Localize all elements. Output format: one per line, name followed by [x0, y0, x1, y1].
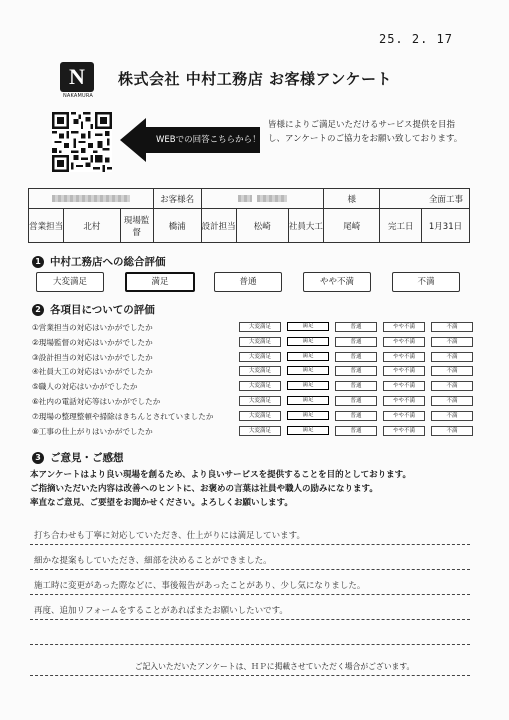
overall-option-2[interactable]: 満足: [125, 272, 195, 292]
date-stamp: 25. 2. 17: [378, 32, 453, 46]
rating-option[interactable]: 大変満足: [239, 381, 281, 391]
work-category: 全面工事: [380, 189, 470, 209]
rating-option[interactable]: やや不満: [383, 366, 425, 376]
rating-row: [32, 320, 472, 335]
rating-option[interactable]: やや不満: [383, 322, 425, 332]
logo-text: NAKAMURA: [62, 93, 94, 99]
rating-option[interactable]: 不満: [431, 352, 473, 362]
question-text: ⑥社内の電話対応等はいかがでしたか: [32, 396, 161, 406]
rating-option[interactable]: 大変満足: [239, 352, 281, 362]
comment-intro-line: 率直なご意見、ご要望をお聞かせください。よろしくお願いします。: [30, 498, 293, 508]
overall-option-5[interactable]: 不満: [392, 272, 460, 292]
web-answer-label: WEBでの回答こちらから！: [156, 135, 261, 145]
rating-option[interactable]: やや不満: [383, 337, 425, 347]
label-site: 現場監督: [120, 209, 153, 243]
customer-info-table: [28, 188, 470, 243]
label-carpenter: 社員大工: [288, 209, 323, 243]
qr-code-image: [52, 112, 112, 172]
section-3-title: ご意見・ご感想: [50, 452, 124, 464]
rating-option[interactable]: やや不満: [383, 396, 425, 406]
rating-row: [32, 350, 472, 365]
footer-divider: [30, 675, 470, 676]
rating-option[interactable]: 大変満足: [239, 396, 281, 406]
rating-option[interactable]: 大変満足: [239, 366, 281, 376]
question-text: ①営業担当の対応はいかがでしたか: [32, 323, 153, 332]
rating-option[interactable]: 満足: [287, 352, 329, 361]
rating-option[interactable]: 不満: [431, 381, 473, 391]
value-completion: 1月31日: [421, 209, 469, 243]
customer-name-label: お客様名: [153, 189, 201, 209]
comment-text: 施工時に変更があった際などに、事後報告があったことがあり、少し気になりました。: [34, 581, 366, 591]
company-logo: [60, 62, 96, 100]
section-1-title: 中村工務店への総合評価: [50, 256, 166, 268]
rating-option[interactable]: 大変満足: [239, 411, 281, 421]
rating-row: [32, 394, 472, 409]
qr-code[interactable]: [52, 112, 112, 172]
intro-text: 皆様によりご満足いただけるサービス提供を目指し、アンケートのご協力をお願い致しております。: [268, 120, 463, 144]
comment-intro: [30, 468, 411, 510]
section-3-number: 3: [32, 452, 44, 464]
question-text: ③設計担当の対応はいかがでしたか: [32, 352, 153, 362]
rating-row: [32, 364, 472, 379]
rating-option[interactable]: 不満: [431, 426, 473, 436]
question-text: ⑦現場の整理整頓や掃除はきちんとされていましたか: [32, 411, 214, 421]
section-2-title: 各項目についての評価: [50, 304, 155, 316]
comment-text: 細かな提案もしていただき、細部を決めることができました。: [34, 556, 272, 566]
rating-option[interactable]: やや不満: [383, 381, 425, 391]
comment-line[interactable]: [30, 620, 470, 645]
section-2-number: 2: [32, 304, 44, 316]
rating-option[interactable]: 満足: [287, 337, 329, 346]
rating-row: [32, 424, 472, 439]
rating-option[interactable]: 普通: [335, 337, 377, 347]
label-design: 設計担当: [201, 209, 236, 243]
rating-option[interactable]: 大変満足: [239, 337, 281, 347]
rating-option[interactable]: 満足: [287, 322, 329, 331]
honorific: 様: [324, 189, 380, 209]
comment-line[interactable]: [30, 520, 470, 545]
item-ratings-list: [32, 320, 472, 438]
overall-option-4[interactable]: やや不満: [303, 272, 371, 292]
value-sales: 北村: [64, 209, 120, 243]
comment-line[interactable]: [30, 595, 470, 620]
comment-intro-line: ご指摘いただいた内容は改善へのヒントに、お褒めの言葉は社員や職人の励みになります。: [30, 484, 378, 494]
rating-option[interactable]: 普通: [335, 396, 377, 406]
logo-mark: N: [60, 62, 94, 92]
section-2-heading: [32, 302, 155, 317]
rating-option[interactable]: 不満: [431, 366, 473, 376]
overall-rating: [36, 272, 460, 292]
value-carpenter: 尾崎: [324, 209, 380, 243]
rating-option[interactable]: やや不満: [383, 426, 425, 436]
comment-line[interactable]: [30, 570, 470, 595]
rating-option[interactable]: 大変満足: [239, 426, 281, 436]
section-3-heading: [32, 450, 124, 465]
question-text: ⑧工事の仕上がりはいかがでしたか: [32, 426, 153, 436]
comment-line[interactable]: [30, 545, 470, 570]
label-completion: 完工日: [380, 209, 422, 243]
rating-option[interactable]: 普通: [335, 322, 377, 332]
rating-option[interactable]: 不満: [431, 411, 473, 421]
rating-option[interactable]: 普通: [335, 426, 377, 436]
footer-note: ご記入いただいたアンケートは、ＨＰに掲載させていただく場合がございます。: [134, 662, 415, 671]
question-text: ④社員大工の対応はいかがでしたか: [32, 367, 153, 377]
customer-name-masked: [29, 189, 154, 209]
question-text: ⑤職人の対応はいかがでしたか: [32, 382, 138, 392]
rating-option[interactable]: 満足: [287, 366, 329, 375]
rating-option[interactable]: やや不満: [383, 352, 425, 362]
rating-option[interactable]: 大変満足: [239, 322, 281, 332]
comment-text: 再度、追加リフォームをすることがあればまたお願いしたいです。: [34, 606, 288, 616]
rating-row: [32, 409, 472, 424]
section-1-heading: [32, 254, 166, 269]
comment-text: 打ち合わせも丁寧に対応していただき、仕上がりには満足しています。: [34, 531, 305, 541]
overall-option-1[interactable]: 大変満足: [36, 272, 104, 292]
value-site: 橋浦: [153, 209, 201, 243]
rating-row: [32, 379, 472, 394]
rating-option[interactable]: 普通: [335, 411, 377, 421]
rating-row: [32, 335, 472, 350]
rating-option[interactable]: 不満: [431, 337, 473, 347]
rating-option[interactable]: 普通: [335, 381, 377, 391]
value-design: 松崎: [236, 209, 288, 243]
rating-option[interactable]: 普通: [335, 352, 377, 362]
customer-name-value: [201, 189, 323, 209]
rating-option[interactable]: 満足: [287, 426, 329, 435]
comment-lines: [30, 520, 470, 645]
comment-intro-line: 本アンケートはより良い現場を創るため、より良いサービスを提供することを目的としております。: [30, 470, 411, 480]
label-sales: 営業担当: [29, 209, 64, 243]
web-answer-button[interactable]: [120, 118, 260, 162]
page-title: 株式会社 中村工務店 お客様アンケート: [118, 70, 393, 88]
rating-option[interactable]: 普通: [335, 366, 377, 376]
rating-option[interactable]: やや不満: [383, 411, 425, 421]
rating-option[interactable]: 満足: [287, 411, 329, 420]
section-1-number: 1: [32, 256, 44, 268]
question-text: ②現場監督の対応はいかがでしたか: [32, 337, 153, 347]
overall-option-3[interactable]: 普通: [214, 272, 282, 292]
rating-option[interactable]: 満足: [287, 381, 329, 390]
rating-option[interactable]: 不満: [431, 396, 473, 406]
rating-option[interactable]: 不満: [431, 322, 473, 332]
rating-option[interactable]: 満足: [287, 396, 329, 405]
